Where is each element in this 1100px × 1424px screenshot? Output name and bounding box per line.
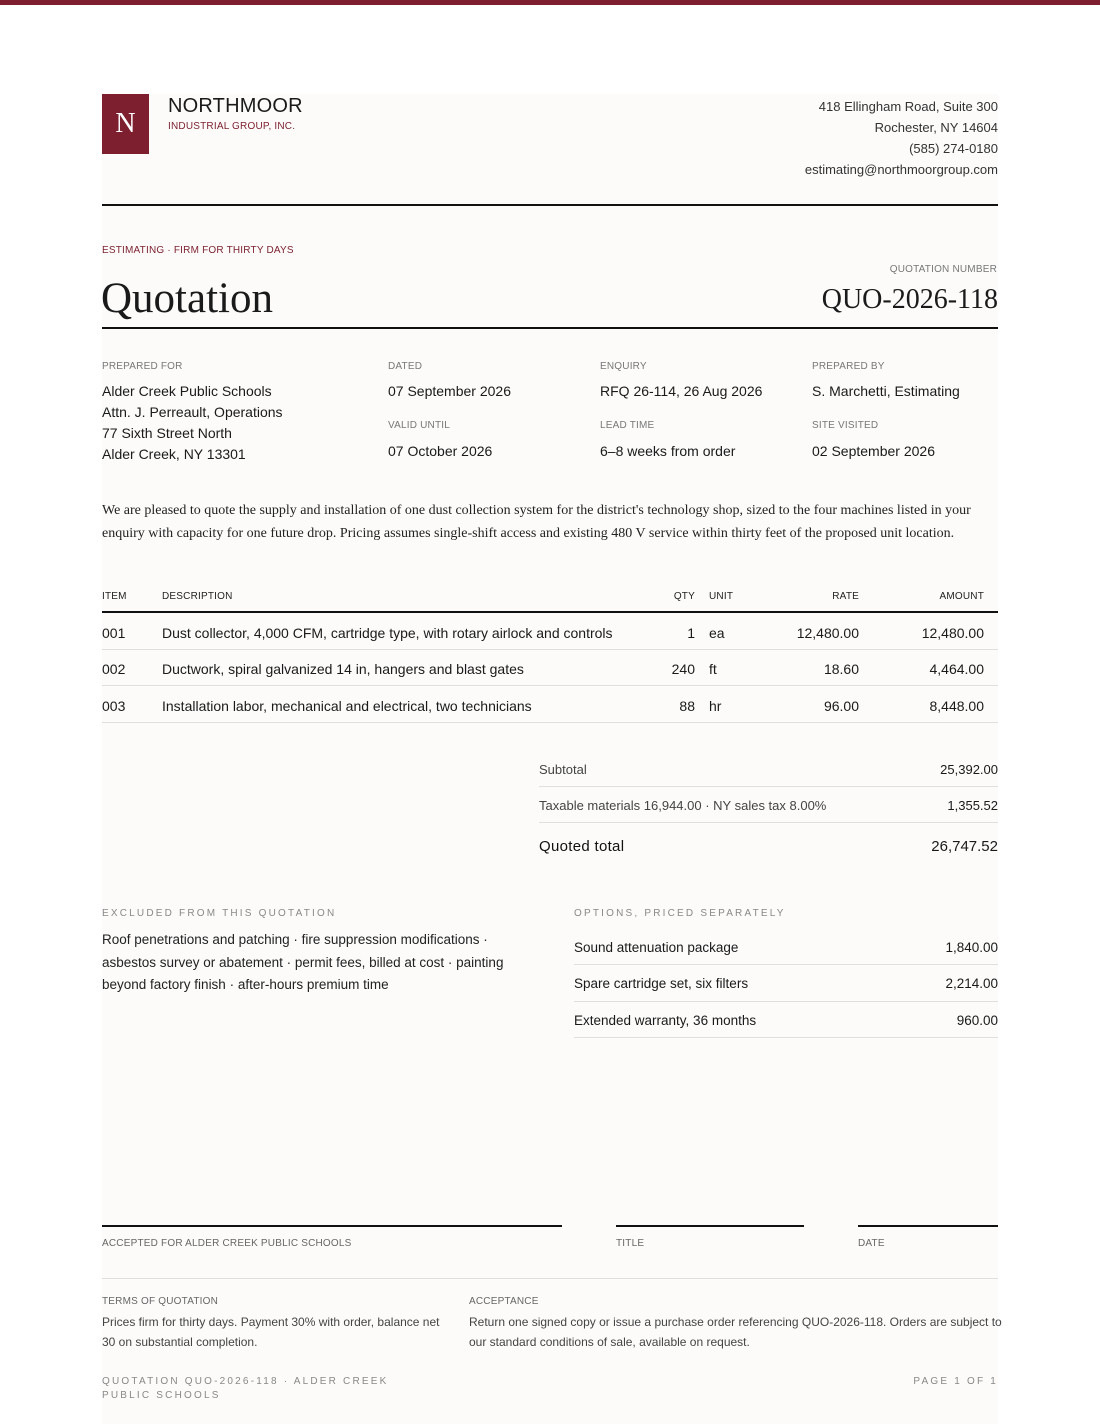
column-header-description: DESCRIPTION [162,591,233,602]
option-item-price: 2,214.00 [945,976,998,991]
row-qty: 88 [679,698,695,714]
title-label: TITLE [616,1238,645,1249]
tax-value: 1,355.52 [947,798,998,813]
prepared-for-line: Attn. J. Perreault, Operations [102,404,283,420]
totals-divider [539,822,998,823]
dated-label: DATED [388,361,423,372]
company-address-line: Rochester, NY 14604 [874,120,998,135]
exclusions-text: Roof penetrations and patching · fire suppression modifications · asbestos survey or abatement · permit fees, billed at cost · painting beyond factory finish · after-hours premium time [102,932,504,992]
site-visited-label: SITE VISITED [812,420,879,431]
row-amount: 8,448.00 [929,698,984,714]
subtotal-label: Subtotal [539,762,587,777]
header-divider [102,204,998,206]
quotation-number-label: QUOTATION NUMBER [889,264,997,275]
row-rate: 96.00 [823,698,859,714]
row-description: Ductwork, spiral galvanized 14 in, hangers and blast gates [162,661,524,677]
quoted-total-value: 26,747.52 [931,838,998,855]
row-amount: 4,464.00 [929,661,984,677]
row-qty: 240 [671,661,695,677]
enquiry-value: RFQ 26-114, 26 Aug 2026 [600,383,763,399]
row-divider [102,722,998,723]
row-divider [102,649,998,650]
company-email: estimating@northmoorgroup.com [804,162,998,177]
row-unit: ea [709,625,725,641]
option-item-label: Sound attenuation package [574,940,739,955]
row-description: Installation labor, mechanical and electrical, two technicians [162,698,532,714]
column-header-qty: QTY [673,591,695,602]
row-divider [102,685,998,686]
options-label: OPTIONS, PRICED SEPARATELY [574,908,786,919]
footer-page-number: PAGE 1 OF 1 [913,1376,998,1387]
option-item-price: 1,840.00 [945,940,998,955]
prepared-for-label: PREPARED FOR [102,361,183,372]
enquiry-label: ENQUIRY [600,361,647,372]
row-description: Dust collector, 4,000 CFM, cartridge type, with rotary airlock and controls [162,625,613,641]
quoted-total-label: Quoted total [539,838,625,855]
column-header-rate: RATE [832,591,859,602]
site-visited-value: 02 September 2026 [812,443,935,459]
column-header-item: ITEM [102,591,127,602]
row-item-number: 002 [102,661,126,677]
row-rate: 12,480.00 [796,625,859,641]
exclusions-label: EXCLUDED FROM THIS QUOTATION [102,908,337,919]
footer-document-reference: QUOTATION QUO-2026-118 · ALDER CREEK PUBLIC SCHOOLS [102,1376,389,1401]
prepared-by-value: S. Marchetti, Estimating [812,383,960,399]
dated-value: 07 September 2026 [388,383,511,399]
terms-divider [102,1278,998,1279]
company-phone: (585) 274-0180 [909,141,998,156]
date-label: DATE [858,1238,885,1249]
option-divider [574,964,998,965]
valid-until-value: 07 October 2026 [388,443,493,459]
subtotal-value: 25,392.00 [940,762,998,777]
row-item-number: 003 [102,698,126,714]
valid-until-label: VALID UNTIL [388,420,451,431]
lead-time-label: LEAD TIME [600,420,655,431]
table-header-divider [102,611,998,613]
option-item-label: Extended warranty, 36 months [574,1013,757,1028]
prepared-by-label: PREPARED BY [812,361,885,372]
terms-label: TERMS OF QUOTATION [102,1296,219,1307]
row-unit: hr [709,698,722,714]
totals-divider [539,786,998,787]
option-item-label: Spare cartridge set, six filters [574,976,749,991]
acceptance-label: ACCEPTANCE [469,1296,539,1307]
prepared-for-line: Alder Creek, NY 13301 [102,446,246,462]
company-name: NORTHMOOR [168,95,303,117]
option-divider [574,1037,998,1038]
prepared-for-line: 77 Sixth Street North [102,425,232,441]
intro-paragraph: We are pleased to quote the supply and installation of one dust collection system for the district's technology shop, sized to the four machines listed in your enquiry with capacity for one future drop. Pricing assumes single-shift access and existing 480 V service within thirty feet of the proposed unit location. [102,503,971,541]
column-header-unit: UNIT [709,591,734,602]
brand-top-bar [0,0,1100,5]
document-eyebrow: ESTIMATING · FIRM FOR THIRTY DAYS [102,245,294,256]
row-amount: 12,480.00 [921,625,984,641]
acceptance-text: Return one signed copy or issue a purchase order referencing QUO-2026-118. Orders are subject to our standard conditions of sale, available on request. [469,1315,1002,1349]
company-address-line: 418 Ellingham Road, Suite 300 [818,99,998,114]
signature-line-title[interactable] [616,1225,804,1227]
accepted-for-label: ACCEPTED FOR ALDER CREEK PUBLIC SCHOOLS [102,1238,352,1249]
quotation-number: QUO-2026-118 [821,284,998,315]
tax-label: Taxable materials 16,944.00 · NY sales tax 8.00% [539,798,827,813]
document-title: Quotation [101,275,273,322]
company-subtitle: INDUSTRIAL GROUP, INC. [168,121,296,132]
option-item-price: 960.00 [956,1013,998,1028]
row-unit: ft [709,661,717,677]
prepared-for-line: Alder Creek Public Schools [102,383,272,399]
row-item-number: 001 [102,625,126,641]
company-logo: N [102,94,149,154]
row-qty: 1 [687,625,695,641]
signature-line-date[interactable] [858,1225,998,1227]
column-header-amount: AMOUNT [939,591,984,602]
terms-text: Prices firm for thirty days. Payment 30% with order, balance net 30 on substantial completion. [102,1315,440,1349]
signature-line-accepted[interactable] [102,1225,562,1227]
row-rate: 18.60 [823,661,859,677]
option-divider [574,1001,998,1002]
title-divider [102,327,998,329]
lead-time-value: 6–8 weeks from order [600,443,736,459]
